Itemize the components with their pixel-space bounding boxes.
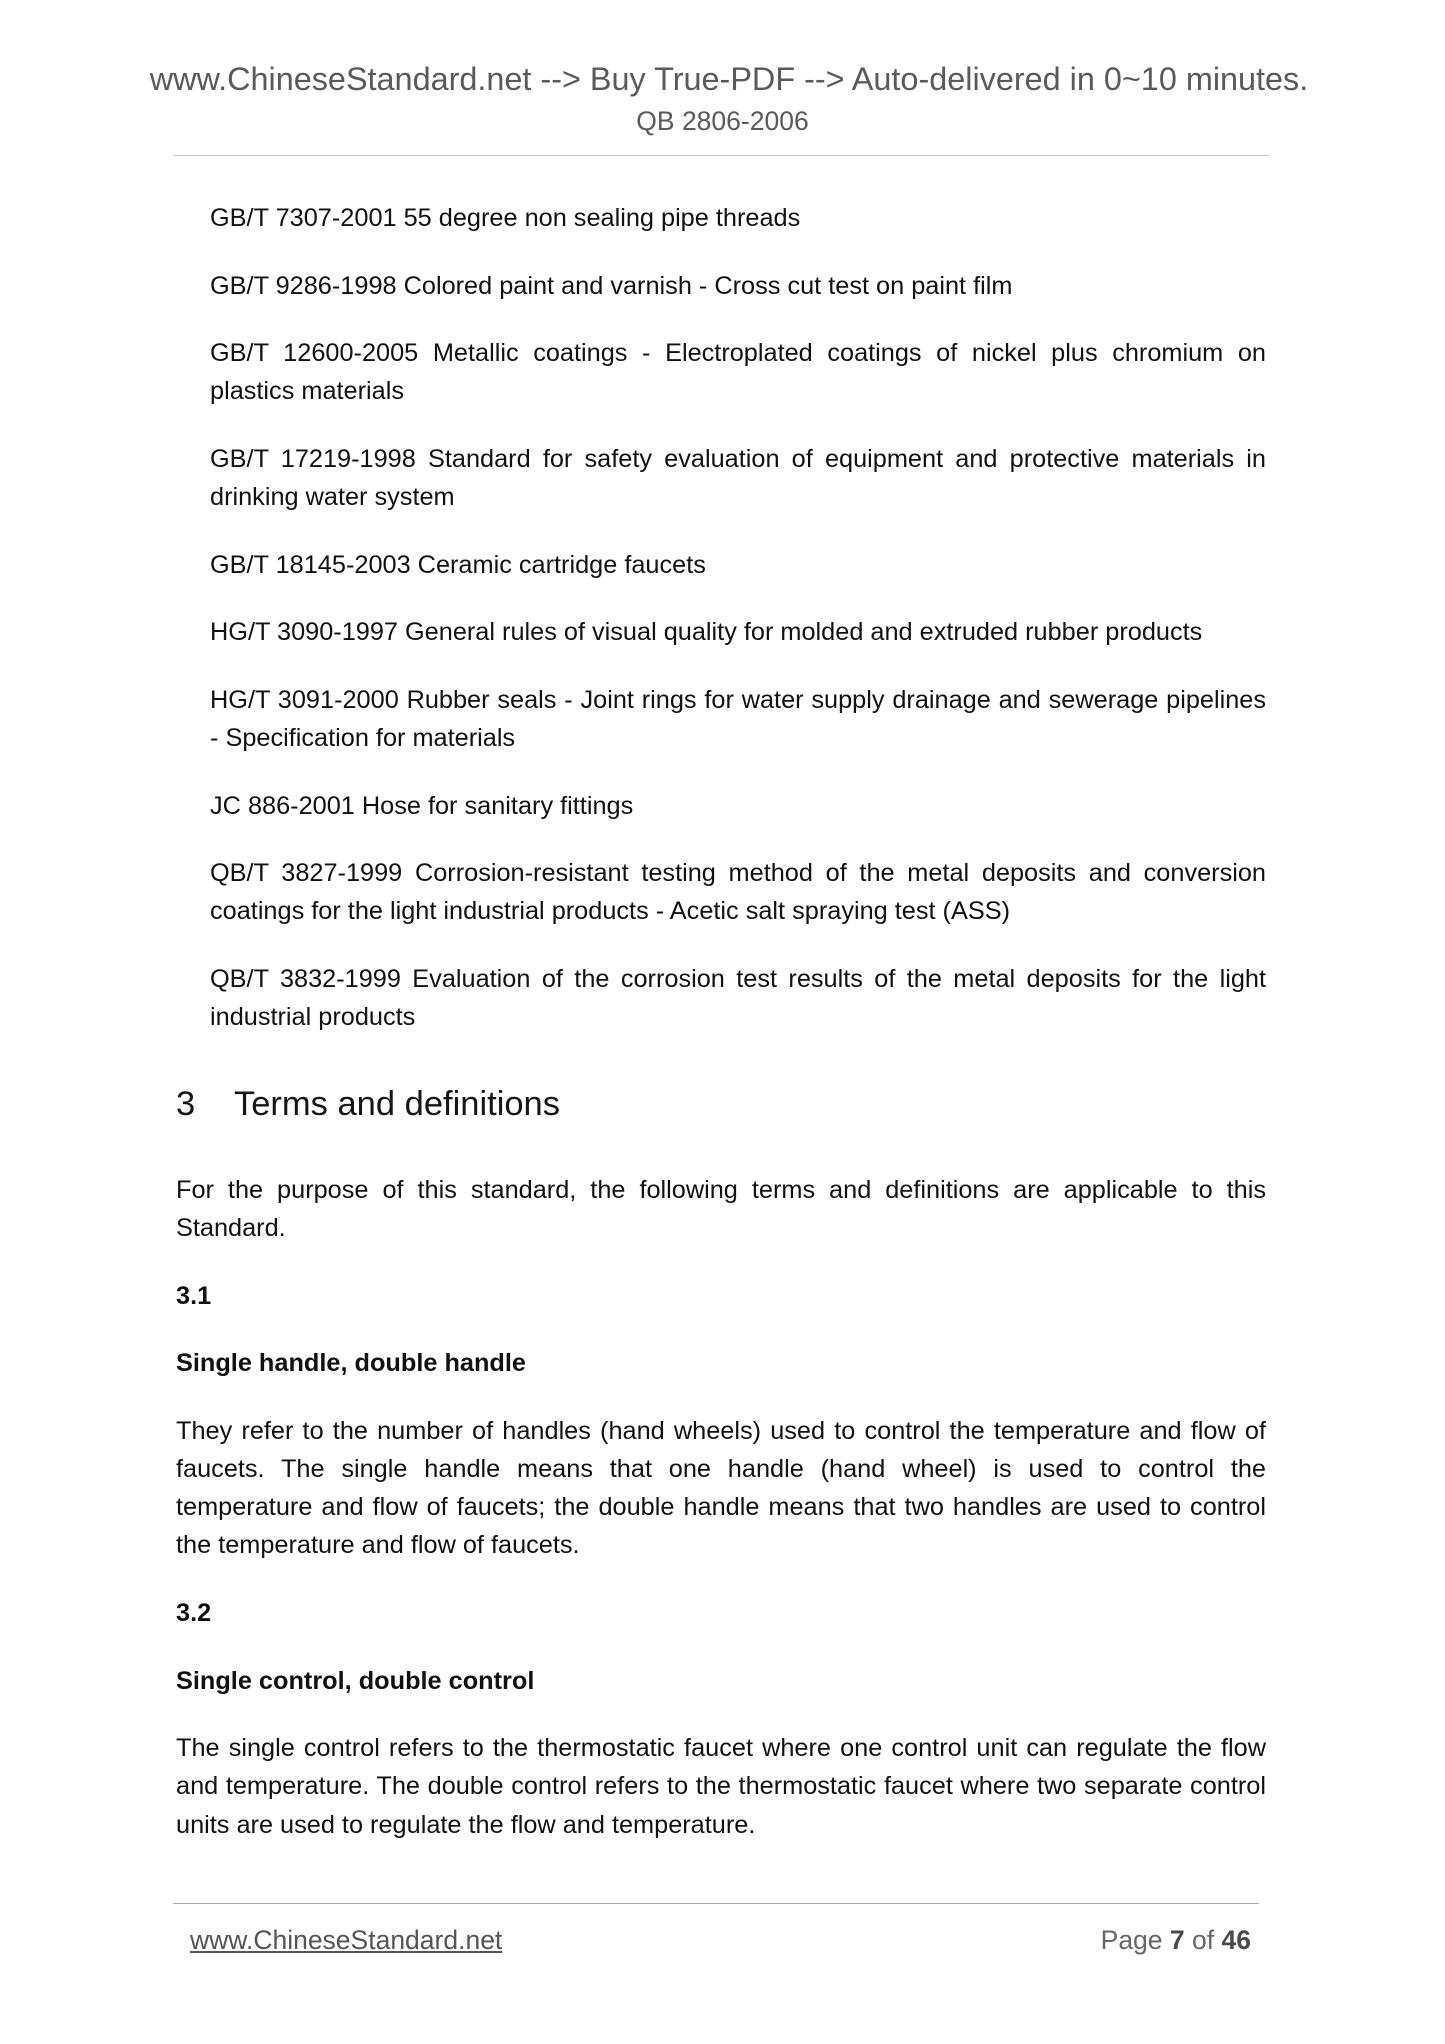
footer-site-link[interactable]: www.ChineseStandard.net — [190, 1925, 503, 1955]
reference-line: QB/T 3832-1999 Evaluation of the corrosion test results of the metal deposits for the light — [210, 964, 1266, 993]
intro-paragraph — [176, 1171, 1266, 1247]
reference-line: JC 886-2001 Hose for sanitary fittings — [210, 791, 634, 820]
reference-line: - Specification for materials — [210, 724, 516, 753]
term-definition — [176, 1729, 1266, 1844]
header-divider — [173, 155, 1269, 156]
reference-line: coatings for the light industrial products - Acetic salt spraying test (ASS) — [210, 897, 1011, 926]
section-number: 3 — [176, 1085, 196, 1123]
reference-item — [210, 334, 1266, 410]
page-label: Page — [1100, 1925, 1163, 1955]
current-page-number: 7 — [1169, 1925, 1185, 1955]
header-banner: www.ChineseStandard.net --> Buy True-PDF --> Auto-delivered in 0~10 minutes. — [149, 61, 1309, 97]
paragraph-line: and temperature. The double control refers to the thermostatic faucet where two separate control — [176, 1772, 1266, 1801]
normative-references-list — [210, 199, 1266, 1066]
section-heading — [176, 1082, 560, 1126]
reference-line: GB/T 9286-1998 Colored paint and varnish - Cross cut test on paint film — [210, 271, 1013, 300]
paragraph-line: faucets. The single handle means that one handle (hand wheel) is used to control the — [176, 1455, 1266, 1484]
reference-item — [210, 199, 1266, 237]
paragraph-line: units are used to regulate the flow and temperature. — [176, 1810, 756, 1839]
paragraph-line: temperature and flow of faucets; the double handle means that two handles are used to control — [176, 1493, 1266, 1522]
reference-item — [210, 787, 1266, 825]
reference-item — [210, 613, 1266, 651]
reference-line: GB/T 7307-2001 55 degree non sealing pipe threads — [210, 204, 801, 232]
section-body — [176, 1171, 1266, 1873]
section-title: Terms and definitions — [234, 1085, 560, 1123]
reference-line: HG/T 3090-1997 General rules of visual quality for molded and extruded rubber products — [210, 618, 1203, 647]
reference-item — [210, 546, 1266, 584]
reference-line: plastics materials — [210, 377, 405, 406]
reference-line: GB/T 18145-2003 Ceramic cartridge faucets — [210, 550, 706, 579]
page-indicator — [1101, 1924, 1251, 1956]
document-code: QB 2806-2006 — [636, 106, 809, 136]
reference-line: GB/T 12600-2005 Metallic coatings - Electroplated coatings of nickel plus chromium on — [210, 339, 1266, 368]
reference-item — [210, 440, 1266, 516]
term-number: 3.2 — [176, 1599, 212, 1628]
reference-line: HG/T 3091-2000 Rubber seals - Joint rings for water supply drainage and sewerage pipelines — [210, 685, 1266, 714]
reference-item — [210, 681, 1266, 757]
paragraph-line: For the purpose of this standard, the following terms and definitions are applicable to this — [176, 1176, 1266, 1204]
page-of-label: of — [1192, 1925, 1215, 1955]
paragraph-line: They refer to the number of handles (hand wheels) used to control the temperature and flow of — [176, 1416, 1266, 1445]
reference-item — [210, 960, 1266, 1036]
term-number: 3.1 — [176, 1281, 212, 1310]
term-definition — [176, 1412, 1266, 1565]
reference-line: industrial products — [210, 1003, 416, 1032]
paragraph-line: The single control refers to the thermostatic faucet where one control unit can regulate the flow — [176, 1734, 1266, 1763]
reference-item — [210, 854, 1266, 930]
paragraph-line: Standard. — [176, 1214, 286, 1243]
reference-line: QB/T 3827-1999 Corrosion-resistant testing method of the metal deposits and conversion — [210, 859, 1266, 888]
term-title: Single handle, double handle — [176, 1349, 526, 1378]
total-pages-number: 46 — [1221, 1925, 1251, 1955]
footer-divider — [173, 1903, 1259, 1904]
reference-item — [210, 267, 1266, 305]
reference-line: drinking water system — [210, 483, 455, 512]
reference-line: GB/T 17219-1998 Standard for safety evaluation of equipment and protective materials in — [210, 444, 1266, 473]
term-title: Single control, double control — [176, 1666, 535, 1695]
paragraph-line: the temperature and flow of faucets. — [176, 1531, 580, 1560]
